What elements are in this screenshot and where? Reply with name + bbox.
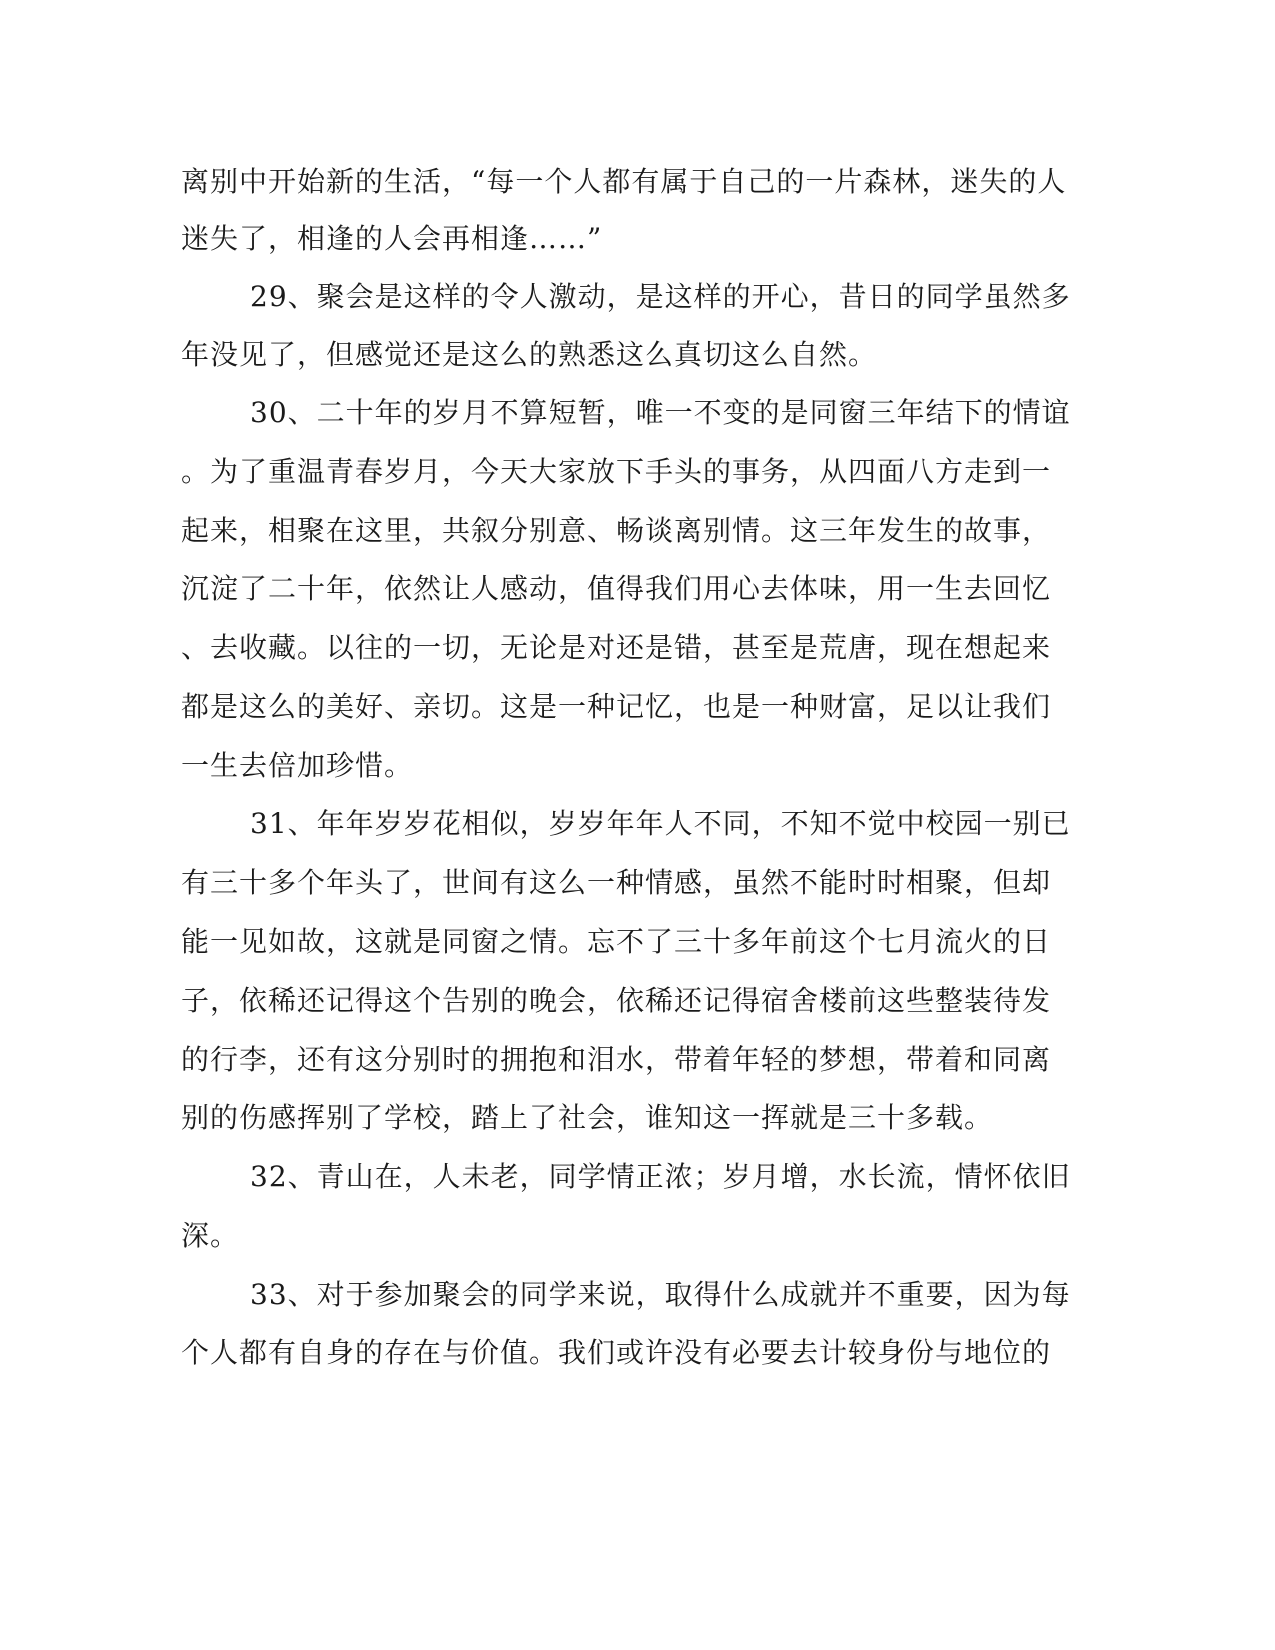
paragraph-33-start: 33、对于参加聚会的同学来说，取得什么成就并不重要，因为每 xyxy=(250,1278,1071,1311)
text-line: 起来，相聚在这里，共叙分别意、畅谈离别情。这三年发生的故事， xyxy=(181,514,1052,547)
text-line: 别的伤感挥别了学校，踏上了社会，谁知这一挥就是三十多载。 xyxy=(181,1101,994,1134)
text-line: 。为了重温青春岁月，今天大家放下手头的事务，从四面八方走到一 xyxy=(181,455,1052,488)
paragraph-32-start: 32、青山在，人未老，同学情正浓；岁月增，水长流，情怀依旧 xyxy=(250,1160,1071,1193)
text-line: 、去收藏。以往的一切，无论是对还是错，甚至是荒唐，现在想起来 xyxy=(181,631,1052,664)
text-line: 离别中开始新的生活，“每一个人都有属于自己的一片森林，迷失的人 xyxy=(181,165,1067,198)
text-line: 都是这么的美好、亲切。这是一种记忆，也是一种财富，足以让我们 xyxy=(181,690,1052,723)
text-line: 能一见如故，这就是同窗之情。忘不了三十多年前这个七月流火的日 xyxy=(181,925,1052,958)
paragraph-30-start: 30、二十年的岁月不算短暂，唯一不变的是同窗三年结下的情谊 xyxy=(250,396,1071,429)
text-line: 迷失了，相逢的人会再相逢……” xyxy=(181,222,603,255)
text-line: 子，依稀还记得这个告别的晚会，依稀还记得宿舍楼前这些整装待发 xyxy=(181,984,1052,1017)
text-line: 个人都有自身的存在与价值。我们或许没有必要去计较身份与地位的 xyxy=(181,1336,1052,1369)
paragraph-29-start: 29、聚会是这样的令人激动，是这样的开心，昔日的同学虽然多 xyxy=(250,280,1071,313)
text-line: 沉淀了二十年，依然让人感动，值得我们用心去体味，用一生去回忆 xyxy=(181,572,1052,605)
text-line: 有三十多个年头了，世间有这么一种情感，虽然不能时时相聚，但却 xyxy=(181,866,1052,899)
text-line: 年没见了，但感觉还是这么的熟悉这么真切这么自然。 xyxy=(181,338,878,371)
text-line: 深。 xyxy=(181,1219,240,1252)
text-line: 的行李，还有这分别时的拥抱和泪水，带着年轻的梦想，带着和同离 xyxy=(181,1043,1052,1076)
text-line: 一生去倍加珍惜。 xyxy=(181,749,414,782)
paragraph-31-start: 31、年年岁岁花相似，岁岁年年人不同，不知不觉中校园一别已 xyxy=(250,807,1071,840)
